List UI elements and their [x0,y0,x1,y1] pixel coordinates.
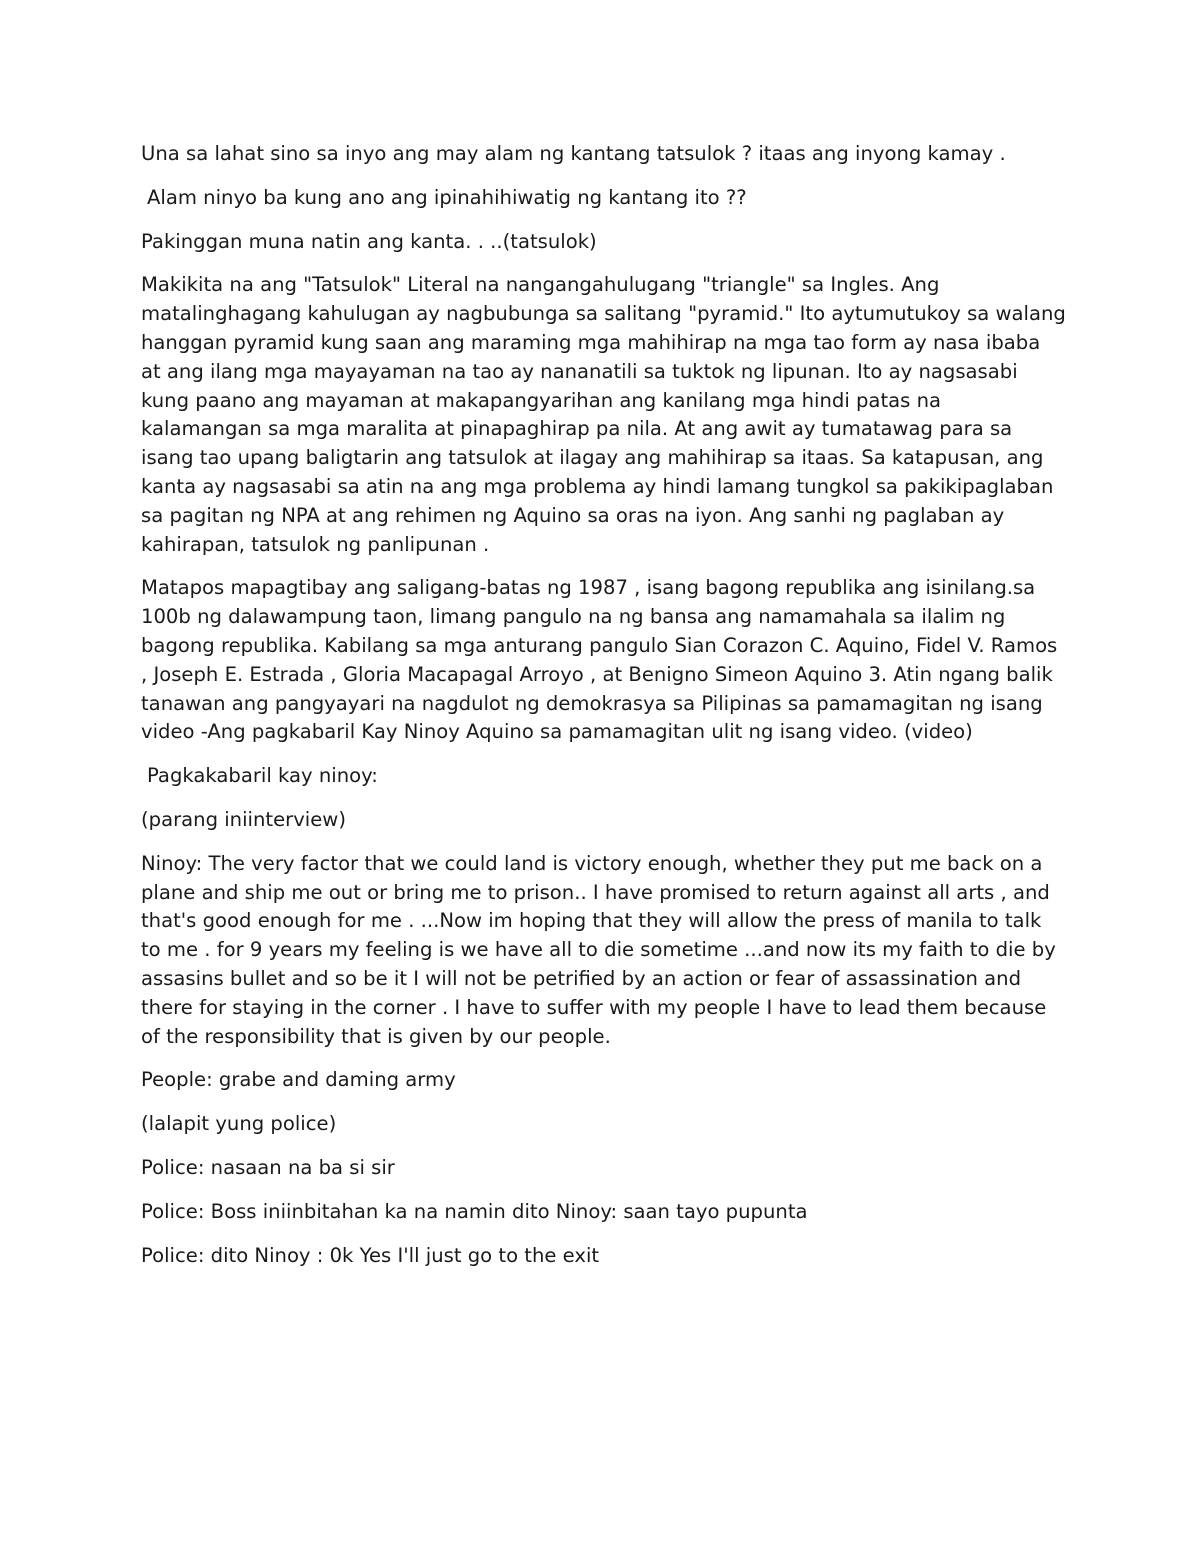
paragraph-police-approach: (lalapit yung police) [141,1112,337,1136]
paragraph-tatsulok-meaning: Makikita na ang "Tatsulok" Literal na nangangahulugang "triangle" sa Ingles. Ang matalinghagang kahulugan ay nagbubunga sa salitang "pyramid." Ito aytumutukoy sa walang hanggan pyramid kung saan ang maraming mga mahihirap na mga tao form ay nasa ibaba at ang ilang mga mayayaman na tao ay nananatili sa tuktok ng lipunan. Ito ay nagsasabi kung paano ang mayaman at makapangyarihan ang kanilang mga hindi patas na kalamangan sa mga maralita at pinapaghirap pa nila. At ang awit ay tumatawag para sa isang tao upang baligtarin ang tatsulok at ilagay ang mahihirap sa itaas. Sa katapusan, ang kanta ay nagsasabi sa atin na ang mga problema ay hindi lamang tungkol sa pakikipaglaban sa pagitan ng NPA at ang rehimen ng Aquino sa oras na iyon. Ang sanhi ng paglaban ay kahirapan, tatsulok ng panlipunan . [141,273,1066,556]
paragraph-police-3: Police: dito Ninoy : 0k Yes I'll just go to the exit [141,1243,600,1267]
paragraph-heading-ninoy: Pagkakabaril kay ninoy: [147,764,378,788]
paragraph-people: People: grabe and daming army [141,1068,456,1092]
document-page [141,140,1066,1285]
paragraph-constitution: Matapos mapagtibay ang saligang-batas ng 1987 , isang bagong republika ang isinilang.sa 100b ng dalawampung taon, limang pangulo na ng bansa ang namamahala sa ilalim ng bagong republika. Kabilang sa mga anturang pangulo Sian Corazon C. Aquino, Fidel V. Ramos , Joseph E. Estrada , Gloria Macapagal Arroyo , at Benigno Simeon Aquino 3. Atin ngang balik tanawan ang pangyayari na nagdulot ng demokrasya sa Pilipinas sa pamamagitan ng isang video -Ang pagkabaril Kay Ninoy Aquino sa pamamagitan ulit ng isang video. (video) [141,576,1058,744]
paragraph-interview-note: (parang iniinterview) [141,807,346,831]
paragraph-intro: Una sa lahat sino sa inyo ang may alam ng kantang tatsulok ? itaas ang inyong kamay . [141,142,1006,165]
paragraph-ninoy-speech: Ninoy: The very factor that we could land is victory enough, whether they put me back on a plane and ship me out or bring me to prison.. I have promised to return against all arts , and that's good enough for me . ...Now im hoping that they will allow the press of manila to talk to me . for 9 years my feeling is we have all to die sometime ...and now its my faith to die by assasins bullet and so be it I will not be petrified by an action or fear of assassination and there for staying in the corner . I have to suffer with my people I have to lead them because of the responsibility that is given by our people. [141,851,1056,1048]
paragraph-police-2: Police: Boss iniinbitahan ka na namin dito Ninoy: saan tayo pupunta [141,1199,808,1223]
paragraph-listen: Pakinggan muna natin ang kanta. . ..(tatsulok) [141,229,597,253]
paragraph-police-1: Police: nasaan na ba si sir [141,1155,395,1179]
paragraph-question: Alam ninyo ba kung ano ang ipinahihiwatig ng kantang ito ?? [147,185,747,209]
